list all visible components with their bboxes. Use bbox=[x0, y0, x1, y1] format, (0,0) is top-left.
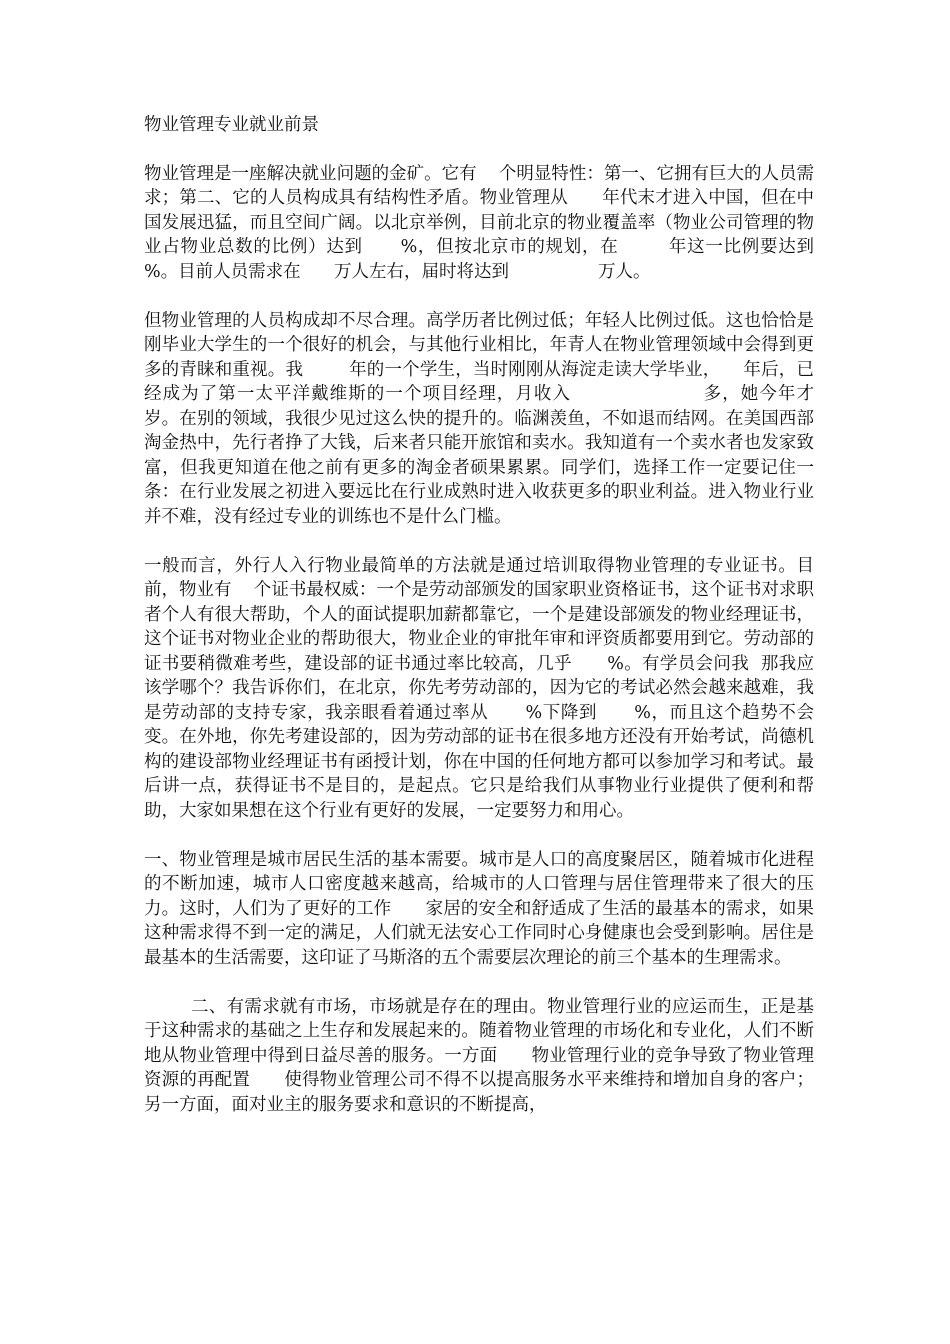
paragraph-certificates: 一般而言，外行人入行物业最简单的方法就是通过培训取得物业管理的专业证书。目前，物业有 个证书最权威：一个是劳动部颁发的国家职业资格证书，这个证书对求职者个人有很大帮助，个人的面试提职加薪都靠它，一个是建设部颁发的物业经理证书，这个证书对物业企业的帮助很大，物业企业的审批年审和评资质都要用到它。劳动部的证书要稍微难考些，建设部的证书通过率比较高，几乎 %。有学员会问我 那我应该学哪个？我告诉你们，在北京，你先考劳动部的，因为它的考试必然会越来越难，我是劳动部的支持专家，我亲眼看着通过率从 %下降到 %，而且这个趋势不会变。在外地，你先考建设部的，因为劳动部的证书在很多地方还没有开始考试，尚德机构的建设部物业经理证书有函授计划，你在中国的任何地方都可以参加学习和考试。最后讲一点，获得证书不是目的，是起点。它只是给我们从事物业行业提供了便利和帮助，大家如果想在这个行业有更好的发展，一定要努力和用心。 bbox=[144, 555, 814, 821]
paragraph-intro: 物业管理是一座解决就业问题的金矿。它有 个明显特性：第一、它拥有巨大的人员需求；第二、它的人员构成具有结构性矛盾。物业管理从 年代末才进入中国，但在中国发展迅猛，而且空间广阔。以北京举例，目前北京的物业覆盖率（物业公司管理的物业占物业总数的比例）达到 %，但按北京市的规划，在 年这一比例要达到 %。目前人员需求在 万人左右，届时将达到 万人。 bbox=[144, 163, 848, 282]
paragraph-point-one: 一、物业管理是城市居民生活的基本需要。城市是人口的高度聚居区，随着城市化进程的不断加速，城市人口密度越来越高，给城市的人口管理与居住管理带来了很大的压力。这时，人们为了更好的工作 家居的安全和舒适成了生活的最基本的需求，如果这种需求得不到一定的满足，人们就无法安心工作同时心身健康也会受到影响。居住是最基本的生活需要，这印证了马斯洛的五个需要层次理论的前三个基本的生理需求。 bbox=[144, 849, 814, 968]
paragraph-point-two: 二、有需求就有市场，市场就是存在的理由。物业管理行业的应运而生，正是基于这种需求的基础之上生存和发展起来的。随着物业管理的市场化和专业化，人们不断地从物业管理中得到日益尽善的服务。一方面 物业管理行业的竞争导致了物业管理资源的再配置 使得物业管理公司不得不以提高服务水平来维持和增加自身的客户；另一方面，面对业主的服务要求和意识的不断提高， bbox=[144, 996, 814, 1115]
document-body bbox=[144, 113, 848, 1117]
paragraph-personnel: 但物业管理的人员构成却不尽合理。高学历者比例过低；年轻人比例过低。这也恰恰是刚毕业大学生的一个很好的机会，与其他行业相比，年青人在物业管理领域中会得到更多的青睐和重视。我 年的一个学生，当时刚刚从海淀走读大学毕业， 年后，已经成为了第一太平洋戴维斯的一个项目经理，月收入 多，她今年才 岁。在别的领域，我很少见过这么快的提升的。临渊羡鱼，不如退而结网。在美国西部淘金热中，先行者挣了大钱，后来者只能开旅馆和卖水。我知道有一个卖水者也发家致富，但我更知道在他之前有更多的淘金者硕果累累。同学们，选择工作一定要记住一条：在行业发展之初进入要远比在行业成熟时进入收获更多的职业利益。进入物业行业并不难，没有经过专业的训练也不是什么门槛。 bbox=[144, 310, 848, 527]
document-title: 物业管理专业就业前景 bbox=[144, 115, 319, 135]
